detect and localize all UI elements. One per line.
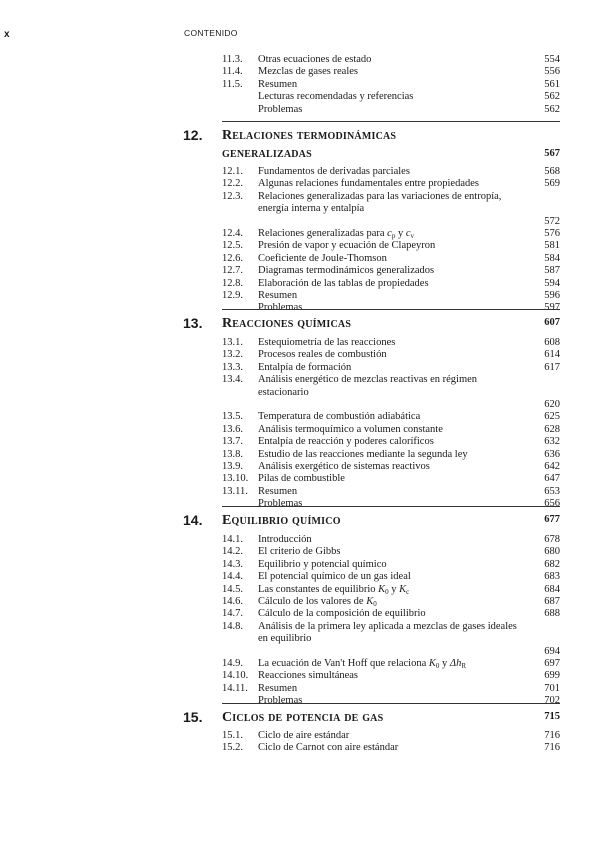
chapter-rule [222, 121, 560, 122]
toc-entry: 14.3. Equilibrio y potencial químico 682 [222, 558, 560, 570]
toc-entry: 13.11. Resumen 653 [222, 485, 560, 497]
toc-entry: 13.5. Temperatura de combustión adiabática 625 [222, 411, 560, 423]
chapter-12-entries [0, 166, 600, 315]
toc-entry: 12.2. Algunas relaciones fundamentales entre propiedades 569 [222, 178, 560, 190]
running-head: CONTENIDO [184, 28, 238, 38]
chapter-page: 715 [544, 711, 560, 722]
toc-entry: 14.8. Análisis de la primera ley aplicada a mezclas de gases ideales en equilibrio 694 [222, 620, 560, 657]
toc-entry: 14.10. Reacciones simultáneas 699 [222, 670, 560, 682]
toc-entry: 11.3. Otras ecuaciones de estado 554 [222, 54, 560, 65]
chapter-title: Ciclos de potencia de gas [222, 710, 384, 725]
toc-entry: 12.8. Elaboración de las tablas de propiedades 594 [222, 277, 560, 289]
page-number: x [4, 29, 10, 40]
toc-entry: 12.1. Fundamentos de derivadas parciales 568 [222, 166, 560, 177]
chapter-15-entries [0, 730, 600, 755]
chapter-number: 14. [183, 512, 203, 528]
toc-entry: 15.1. Ciclo de aire estándar 716 [222, 730, 560, 741]
toc-entry: 13.4. Análisis energético de mezclas reactivas en régimen estacionario 620 [222, 374, 560, 411]
toc-entry: 12.5. Presión de vapor y ecuación de Clapeyron 581 [222, 240, 560, 252]
toc-entry: 12.9. Resumen 596 [222, 290, 560, 302]
toc-entry: Problemas 597 [258, 302, 560, 314]
toc-entry: 13.9. Análisis exergético de sistemas reactivos 642 [222, 461, 560, 473]
toc-entry: 14.7. Cálculo de la composición de equilibrio 688 [222, 608, 560, 620]
toc-entry: 12.3. Relaciones generalizadas para las variaciones de entropía, energía interna y entalpía 572 [222, 190, 560, 227]
chapter-11-continuation [0, 54, 600, 116]
toc-entry: Lecturas recomendadas y referencias 562 [258, 91, 560, 103]
chapter-title: Reacciones químicas [222, 316, 352, 331]
toc-entry: 12.7. Diagramas termodinámicos generalizados 587 [222, 265, 560, 277]
chapter-page: 567 [544, 148, 560, 159]
toc-entry: 13.2. Procesos reales de combustión 614 [222, 349, 560, 361]
chapter-title: Equilibrio químico [222, 513, 341, 528]
toc-entry: Problemas 702 [258, 695, 560, 707]
toc-entry: 14.2. El criterio de Gibbs 680 [222, 546, 560, 558]
toc-entry: 14.1. Introducción 678 [222, 534, 560, 545]
toc-entry: 13.10. Pilas de combustible 647 [222, 473, 560, 485]
toc-entry: 14.9. La ecuación de Van't Hoff que relaciona $K_0$ y $\Delta h_R$ 697 [222, 658, 560, 671]
toc-entry: 13.3. Entalpía de formación 617 [222, 361, 560, 373]
chapter-page: 677 [544, 514, 560, 525]
chapter-page: 607 [544, 317, 560, 328]
toc-entry: 13.1. Estequiometría de las reacciones 608 [222, 337, 560, 348]
toc-entry: Problemas 562 [258, 103, 560, 115]
chapter-number: 12. [183, 127, 203, 143]
chapter-title: Relaciones termodinámicas generalizadas [222, 128, 397, 161]
chapter-13-entries [0, 337, 600, 511]
toc-entry: 13.7. Entalpía de reacción y poderes caloríficos 632 [222, 436, 560, 448]
toc-entry: 14.6. Cálculo de los valores de $K_0$ 687 [222, 596, 560, 609]
chapter-rule [222, 309, 560, 310]
chapter-number: 15. [183, 709, 203, 725]
toc-entry: 13.6. Análisis termoquímico a volumen constante 628 [222, 423, 560, 435]
toc-entry: 11.4. Mezclas de gases reales 556 [222, 66, 560, 78]
chapter-number: 13. [183, 315, 203, 331]
toc-entry: 11.5. Resumen 561 [222, 78, 560, 90]
toc-entry: Problemas 656 [258, 498, 560, 510]
chapter-14-entries [0, 534, 600, 708]
toc-entry: 15.2. Ciclo de Carnot con aire estándar 716 [222, 742, 560, 754]
toc-entry: 14.5. Las constantes de equilibrio $K_0$ y $K_c$ 684 [222, 583, 560, 596]
toc-entry: 14.4. El potencial químico de un gas ideal 683 [222, 571, 560, 583]
chapter-rule [222, 506, 560, 507]
toc-entry: 12.6. Coeficiente de Joule-Thomson 584 [222, 252, 560, 264]
toc-entry: 13.8. Estudio de las reacciones mediante la segunda ley 636 [222, 448, 560, 460]
toc-entry: 12.4. Relaciones generalizadas para $c_p$ y $c_v$ 576 [222, 228, 560, 241]
chapter-rule [222, 703, 560, 704]
toc-entry: 14.11. Resumen 701 [222, 682, 560, 694]
